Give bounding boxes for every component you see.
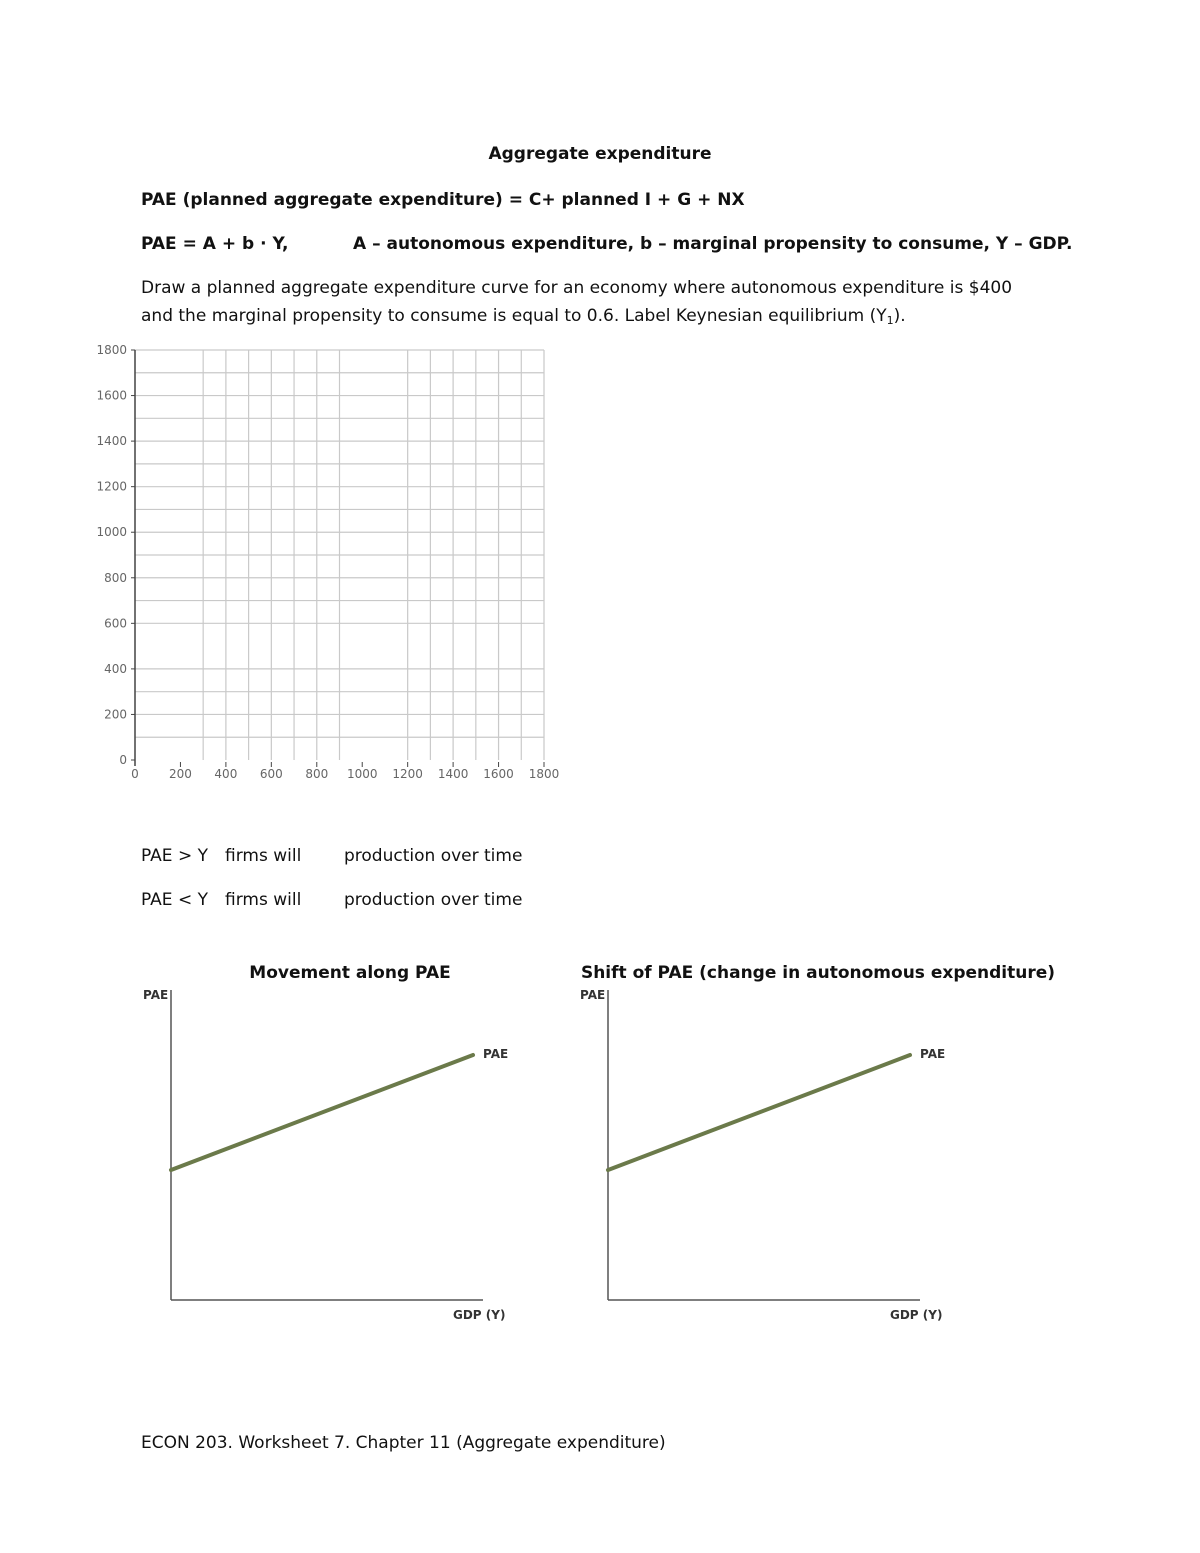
formula-legend: A – autonomous expenditure, b – marginal propensity to consume, Y – GDP. [353, 234, 1073, 254]
page-title: Aggregate expenditure [488, 144, 712, 164]
x-tick-label: 1600 [483, 767, 514, 781]
instruction-line-1: Draw a planned aggregate expenditure curve for an economy where autonomous expenditure is $400 [141, 278, 1013, 298]
x-tick-label: 1400 [437, 767, 469, 781]
shift-of-pae-chart [580, 963, 1055, 1322]
x-tick-label: 1800 [528, 767, 560, 781]
y-tick-label: 1400 [96, 434, 127, 449]
pae-line [608, 1055, 910, 1170]
pae-formula: PAE = A + b · Y, [141, 234, 289, 254]
y-tick-label: 200 [104, 707, 127, 722]
chart-title: Movement along PAE [249, 963, 451, 983]
firms-text: firms will [225, 846, 302, 866]
x-tick-label: 200 [168, 767, 192, 781]
y-tick-label: 1200 [96, 479, 127, 494]
x-axis-label: GDP (Y) [890, 1308, 943, 1322]
pae-line-label: PAE [920, 1047, 946, 1061]
y-tick-label: 600 [104, 616, 127, 631]
x-tick-label: 800 [305, 767, 329, 781]
instruction-line-2-text: and the marginal propensity to consume is equal to 0.6. Label Keynesian equilibrium (Y [141, 306, 887, 326]
x-tick-label: 1200 [392, 767, 423, 781]
y-tick-label: 800 [104, 570, 127, 585]
y-tick-label: 1600 [96, 388, 127, 403]
firms-text: firms will [225, 890, 302, 910]
x-tick-label: 400 [214, 767, 238, 781]
footer: ECON 203. Worksheet 7. Chapter 11 (Aggregate expenditure) [141, 1433, 666, 1453]
pae-line [171, 1055, 473, 1170]
subscript: 1 [886, 314, 894, 327]
pae-line-label: PAE [483, 1047, 509, 1061]
movement-along-pae-chart [143, 963, 508, 1322]
tail-text: production over time [344, 890, 523, 910]
x-tick-label: 600 [259, 767, 283, 781]
pae-definition: PAE (planned aggregate expenditure) = C+ planned I + G + NX [141, 190, 745, 210]
blank-grid [96, 343, 559, 781]
x-tick-label: 1000 [346, 767, 378, 781]
chart-title: Shift of PAE (change in autonomous expenditure) [580, 963, 1056, 983]
x-tick-label: 0 [131, 767, 139, 781]
instruction-line-2-end: ). [893, 306, 906, 326]
x-axis-label: GDP (Y) [453, 1308, 506, 1322]
y-tick-label: 1000 [96, 525, 127, 540]
condition-text: PAE < Y [141, 890, 208, 910]
tail-text: production over time [344, 846, 523, 866]
y-tick-label: 1800 [96, 343, 127, 357]
y-axis-label: PAE [580, 988, 606, 1002]
y-tick-label: 400 [104, 661, 127, 676]
y-tick-label: 0 [119, 753, 127, 767]
condition-text: PAE > Y [141, 846, 208, 866]
y-axis-label: PAE [143, 988, 169, 1002]
